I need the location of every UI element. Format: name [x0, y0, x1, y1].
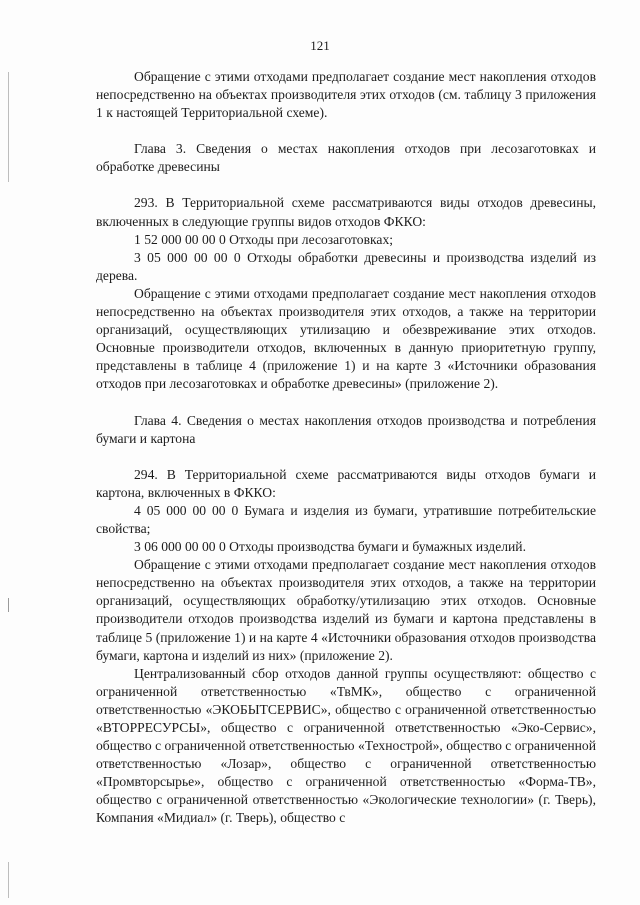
page-number: 121 [310, 38, 330, 53]
scan-margin-mark [8, 598, 9, 612]
fkko-code-item: 3 06 000 00 00 0 Отходы производства бумаги и бумажных изделий. [134, 539, 526, 555]
document-body [96, 68, 596, 828]
paragraph-293: 293. В Территориальной схеме рассматриваются виды отходов древесины, включенных в следующие группы видов отходов ФККО: [96, 195, 596, 229]
fkko-code-item: 3 05 000 00 00 0 Отходы обработки древесины и производства изделий из дерева. [96, 249, 596, 283]
paragraph: Обращение с этими отходами предполагает создание мест накопления отходов непосредственно на объектах производителя этих отходов (см. таблицу 3 приложения 1 к настоящей Территориальной схеме). [96, 69, 596, 121]
chapter-3-heading: Глава 3. Сведения о местах накопления отходов при лесозаготовках и обработке древесины [96, 141, 596, 175]
scan-margin-mark [8, 862, 9, 898]
scan-margin-mark [8, 72, 9, 182]
paragraph: Обращение с этими отходами предполагает создание мест накопления отходов непосредственно на объектах производителя этих отходов, а также на территории организаций, осуществляющих обработку/утилизацию этих отходов. Основные производители отходов производства изделий из бумаги и картона представлены в таблице 5 (приложение 1) и на карте 4 «Источники образования отходов производства бумаги, картона и изделий из них» (приложение 2). [96, 557, 596, 663]
paragraph: Централизованный сбор отходов данной группы осуществляют: общество с ограниченной ответственностью «ТвМК», общество с ограниченной ответственностью «ЭКОБЫТСЕРВИС», общество с ограниченной ответственностью «ВТОРРЕСУРСЫ», общество с ограниченной ответственностью «Эко-Сервис», общество с ограниченной ответственностью «Технострой», общество с ограниченной ответственностью «Лозар», общество с ограниченной ответственностью «Промвторсырье», общество с ограниченной ответственностью «Форма-ТВ», общество с ограниченной ответственностью «Экологические технологии» (г. Тверь), Компания «Мидиал» (г. Тверь), общество с [96, 665, 596, 826]
fkko-code-item: 1 52 000 00 00 0 Отходы при лесозаготовках; [134, 231, 394, 247]
fkko-code-item: 4 05 000 00 00 0 Бумага и изделия из бумаги, утратившие потребительские свойства; [96, 502, 596, 536]
paragraph-294: 294. В Территориальной схеме рассматриваются виды отходов бумаги и картона, включенных в ФККО: [96, 466, 596, 500]
paragraph: Обращение с этими отходами предполагает создание мест накопления отходов непосредственно на объектах производителя этих отходов, а также на территории организаций, осуществляющих утилизацию и обезвреживание этих отходов. Основные производители отходов, включенных в данную приоритетную группу, представлены в таблице 4 (приложение 1) и на карте 3 «Источники образования отходов при лесозаготовках и обработке древесины» (приложение 2). [96, 285, 596, 392]
chapter-4-heading: Глава 4. Сведения о местах накопления отходов производства и потребления бумаги и картона [96, 412, 596, 446]
